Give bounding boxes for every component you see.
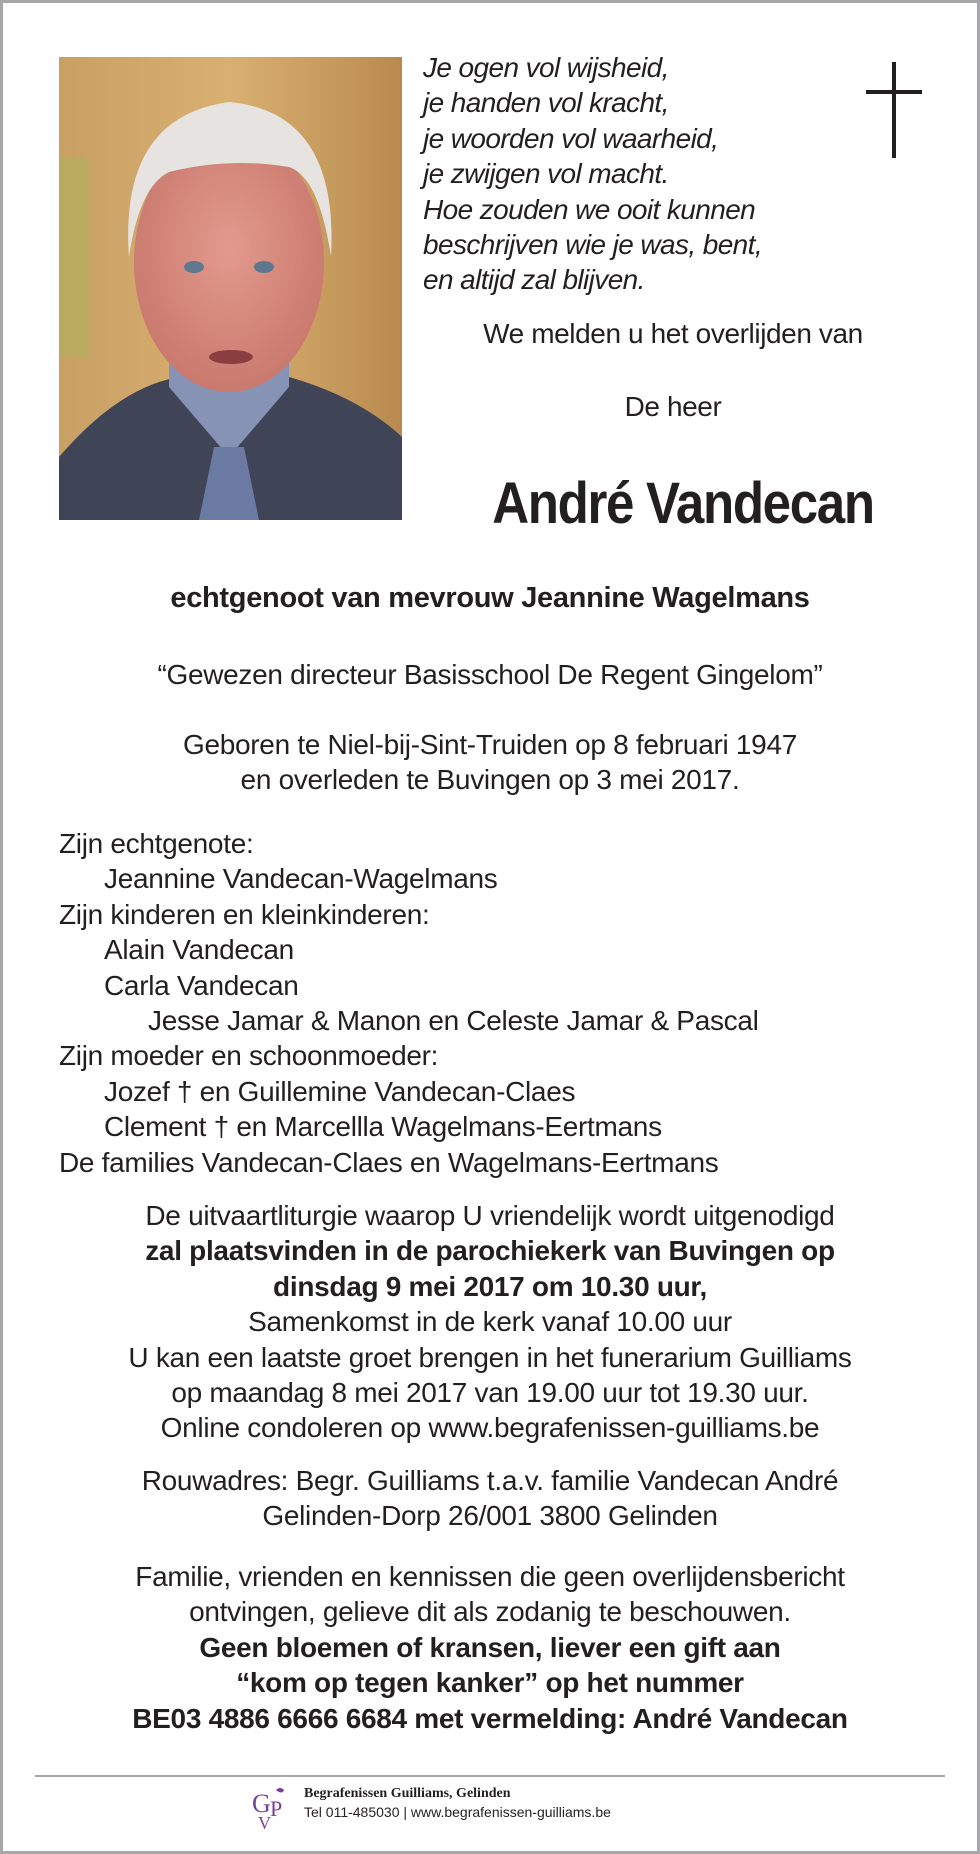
family-line: De families Vandecan-Claes en Wagelmans-Eertmans	[59, 1146, 719, 1178]
funeral-line: dinsdag 9 mei 2017 om 10.30 uur,	[273, 1270, 707, 1302]
funeral-line: De uitvaartliturgie waarop U vriendelijk wordt uitgenodigd	[145, 1200, 835, 1231]
funeral-line: Samenkomst in de kerk vanaf 10.00 uur	[248, 1306, 732, 1338]
family-line: Zijn moeder en schoonmoeder:	[59, 1040, 439, 1072]
poem-line: Hoe zouden we ooit kunnen	[423, 193, 756, 225]
poem-line: en altijd zal blijven.	[423, 264, 645, 296]
funeral-line: U kan een laatste groet brengen in het funerarium Guilliams	[128, 1341, 852, 1373]
poem	[423, 50, 762, 298]
svg-text:V: V	[258, 1813, 271, 1830]
title: De heer	[624, 391, 722, 422]
poem-line: je handen vol kracht,	[423, 87, 669, 119]
company-contact: Tel 011-485030 | www.begrafenissen-guilliams.be	[304, 1804, 611, 1820]
closing-line: “kom op tegen kanker” op het nummer	[236, 1667, 744, 1699]
funeral-line: Online condoleren op www.begrafenissen-guilliams.be	[160, 1412, 820, 1444]
spouse-line: echtgenoot van mevrouw Jeannine Wagelmans	[170, 582, 810, 614]
closing-line: BE03 4886 6666 6684 met vermelding: André Vandecan	[132, 1702, 848, 1734]
family-line: Alain Vandecan	[104, 934, 294, 966]
cross-icon	[866, 62, 922, 158]
family-line: Jeannine Vandecan-Wagelmans	[104, 863, 498, 895]
funeral-line: zal plaatsvinden in de parochiekerk van Buvingen op	[145, 1235, 835, 1267]
poem-line: Je ogen vol wijsheid,	[423, 52, 669, 83]
family-line: Carla Vandecan	[104, 969, 299, 1001]
company-name: Begrafenissen Guilliams, Gelinden	[304, 1786, 511, 1801]
svg-text:P: P	[270, 1796, 283, 1821]
address-line: Gelinden-Dorp 26/001 3800 Gelinden	[262, 1500, 718, 1532]
funeral-home-logo	[252, 1786, 292, 1830]
birth-line: Geboren te Niel-bij-Sint-Truiden op 8 februari 1947	[182, 729, 797, 760]
announcement: We melden u het overlijden van	[483, 318, 863, 349]
svg-text:G: G	[252, 1789, 271, 1818]
deceased-name: André Vandecan	[492, 471, 874, 536]
closing-notice	[0, 1559, 980, 1736]
poem-line: je zwijgen vol macht.	[423, 158, 669, 190]
poem-line: beschrijven wie je was, bent,	[423, 229, 762, 261]
closing-line: ontvingen, gelieve dit als zodanig te beschouwen.	[189, 1596, 791, 1628]
funeral-info	[0, 1198, 980, 1446]
poem-line: je woorden vol waarheid,	[423, 122, 719, 154]
portrait-photo	[59, 57, 402, 520]
mourning-address	[0, 1463, 980, 1534]
death-line: en overleden te Buvingen op 3 mei 2017.	[240, 764, 740, 795]
quote: “Gewezen directeur Basisschool De Regent Gingelom”	[157, 659, 823, 690]
address-line: Rouwadres: Begr. Guilliams t.a.v. familie Vandecan André	[141, 1465, 839, 1496]
family-line: Zijn echtgenote:	[59, 828, 254, 859]
family-line: Jozef † en Guillemine Vandecan-Claes	[104, 1075, 576, 1107]
footer-divider	[35, 1775, 945, 1777]
closing-line: Geen bloemen of kransen, liever een gift aan	[199, 1631, 781, 1663]
funeral-line: op maandag 8 mei 2017 van 19.00 uur tot 19.30 uur.	[171, 1377, 809, 1409]
family-line: Clement † en Marcellla Wagelmans-Eertmans	[104, 1111, 662, 1143]
family-line: Zijn kinderen en kleinkinderen:	[59, 898, 430, 930]
closing-line: Familie, vrienden en kennissen die geen overlijdensbericht	[135, 1561, 845, 1592]
family-line: Jesse Jamar & Manon en Celeste Jamar & Pascal	[148, 1005, 759, 1037]
family-list	[59, 826, 759, 1180]
